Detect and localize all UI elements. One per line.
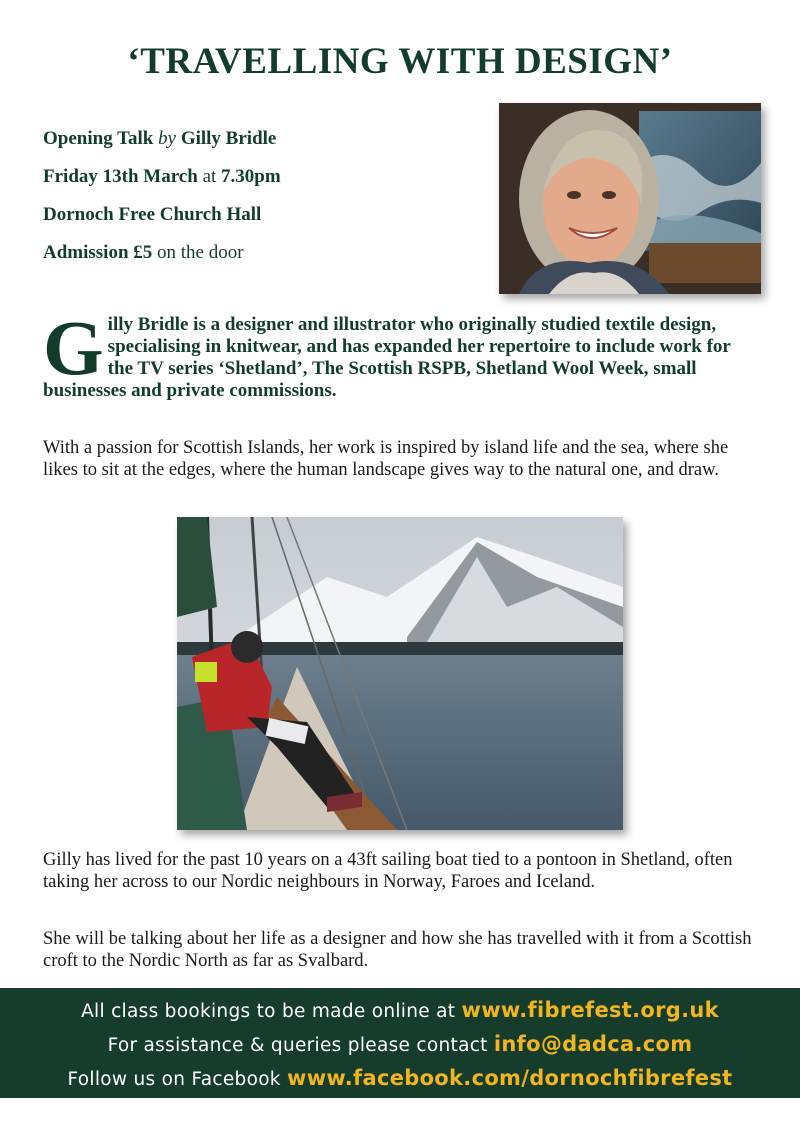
talk-label: Opening Talk [43,128,154,149]
lead-paragraph [43,304,755,402]
boat-illustration [177,517,623,830]
footer-contact-text: For assistance & queries please contact [107,1035,488,1056]
footer-bookings [0,994,800,1028]
event-date: Friday 13th March [43,166,198,187]
portrait-photo [499,103,761,294]
venue-line [43,203,281,226]
time-prefix: at [202,166,217,187]
lead-text: illy Bridle is a designer and illustrator who originally studied textile design, specialising in knitwear, and has expanded her repertoire to include work for the TV series ‘Shetland’, The Scottish RSPB, Shetland Wool Week, small businesses and private commissions. [43,314,731,401]
paragraph-boat: Gilly has lived for the past 10 years on a 43ft sailing boat tied to a pontoon in Shetland, often taking her across to our Nordic neighbours in Norway, Faroes and Iceland. [43,850,733,892]
event-time: 7.30pm [221,166,281,187]
footer-banner [0,988,800,1098]
talk-by: by [158,128,177,149]
email-link[interactable]: info@dadca.com [493,1032,693,1056]
admission-note: on the door [157,242,244,263]
event-info [43,127,281,279]
footer-bookings-text: All class bookings to be made online at [81,1001,456,1022]
talk-line [43,127,281,150]
paragraph-talk: She will be talking about her life as a designer and how she has travelled with it from a Scottish croft to the Nordic North as far as Svalbard. [43,929,752,971]
website-link[interactable]: www.fibrefest.org.uk [461,998,719,1022]
date-line [43,165,281,188]
admission-label: Admission £5 [43,242,153,263]
footer-facebook [0,1062,800,1096]
drop-cap: G [43,304,104,391]
admission-line [43,241,281,264]
footer-contact [0,1028,800,1062]
event-venue: Dornoch Free Church Hall [43,204,262,225]
speaker-name: Gilly Bridle [180,128,277,149]
sailing-boat-photo [177,517,623,830]
paragraph-passion: With a passion for Scottish Islands, her work is inspired by island life and the sea, where she likes to sit at the edges, where the human landscape gives way to the natural one, and draw. [43,438,729,480]
footer-facebook-text: Follow us on Facebook [67,1069,281,1090]
facebook-link[interactable]: www.facebook.com/dornochfibrefest [287,1066,733,1090]
portrait-illustration [499,103,761,294]
page-title: ‘TRAVELLING WITH DESIGN’ [127,41,673,82]
